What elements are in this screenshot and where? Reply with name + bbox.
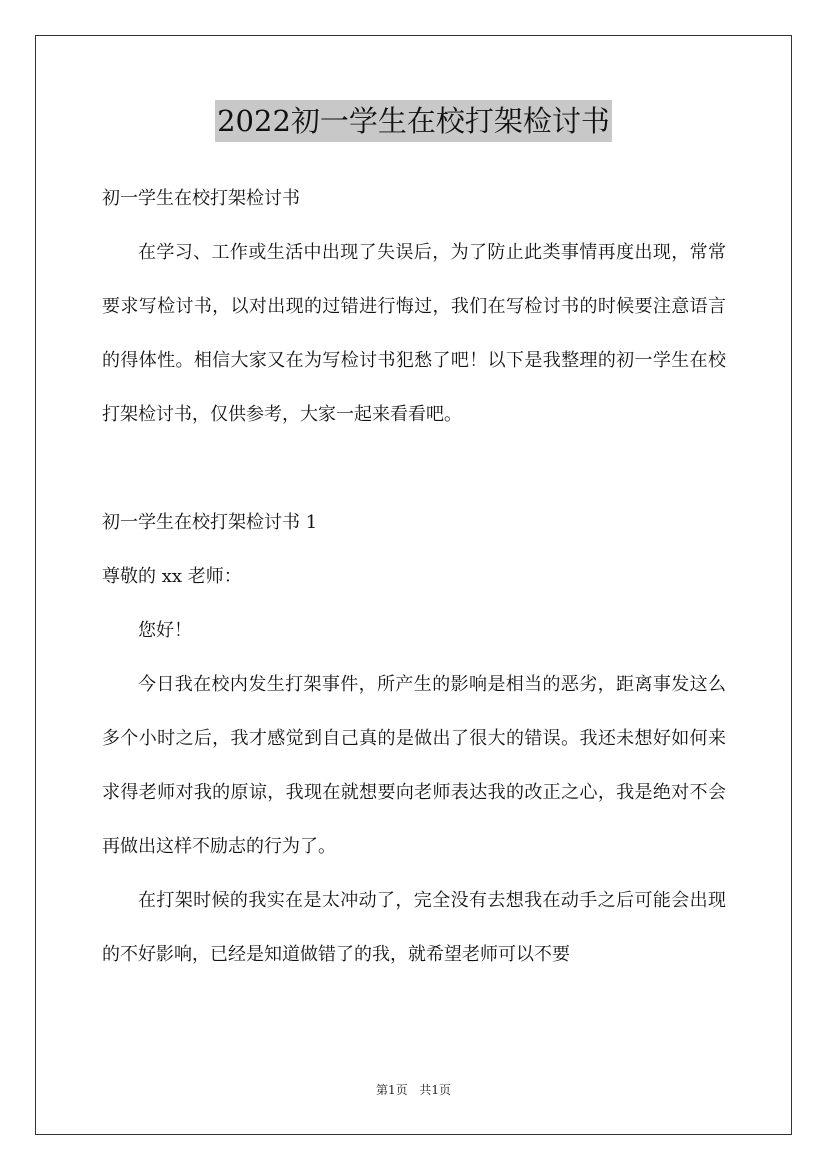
paragraph-spacer <box>102 442 726 496</box>
page-number: 第1页 <box>375 1083 408 1097</box>
title-container <box>0 100 827 142</box>
section-heading: 初一学生在校打架检讨书 1 <box>102 512 318 533</box>
body-paragraph-2: 在打架时候的我实在是太冲动了，完全没有去想我在动手之后可能会出现的不好影响，已经是知道做错了的我，就希望老师可以不要 <box>102 890 726 965</box>
page-footer <box>0 1082 827 1098</box>
salutation: 尊敬的 xx 老师： <box>102 566 242 587</box>
greeting: 您好！ <box>138 620 192 641</box>
document-subtitle: 初一学生在校打架检讨书 <box>102 188 300 209</box>
body-paragraph-1: 今日我在校内发生打架事件，所产生的影响是相当的恶劣，距离事发这么多个小时之后，我才感觉到自己真的是做出了很大的错误。我还未想好如何来求得老师对我的原谅，我现在就想要向老师表达我的改正之心，我是绝对不会再做出这样不励志的行为了。 <box>102 674 726 857</box>
intro-paragraph: 在学习、工作或生活中出现了失误后，为了防止此类事情再度出现，常常要求写检讨书，以对出现的过错进行悔过，我们在写检讨书的时候要注意语言的得体性。相信大家又在为写检讨书犯愁了吧！以下是我整理的初一学生在校打架检讨书，仅供参考，大家一起来看看吧。 <box>102 242 726 425</box>
document-title: 2022初一学生在校打架检讨书 <box>215 100 612 142</box>
document-body <box>102 172 726 982</box>
page-total: 共1页 <box>419 1083 452 1097</box>
